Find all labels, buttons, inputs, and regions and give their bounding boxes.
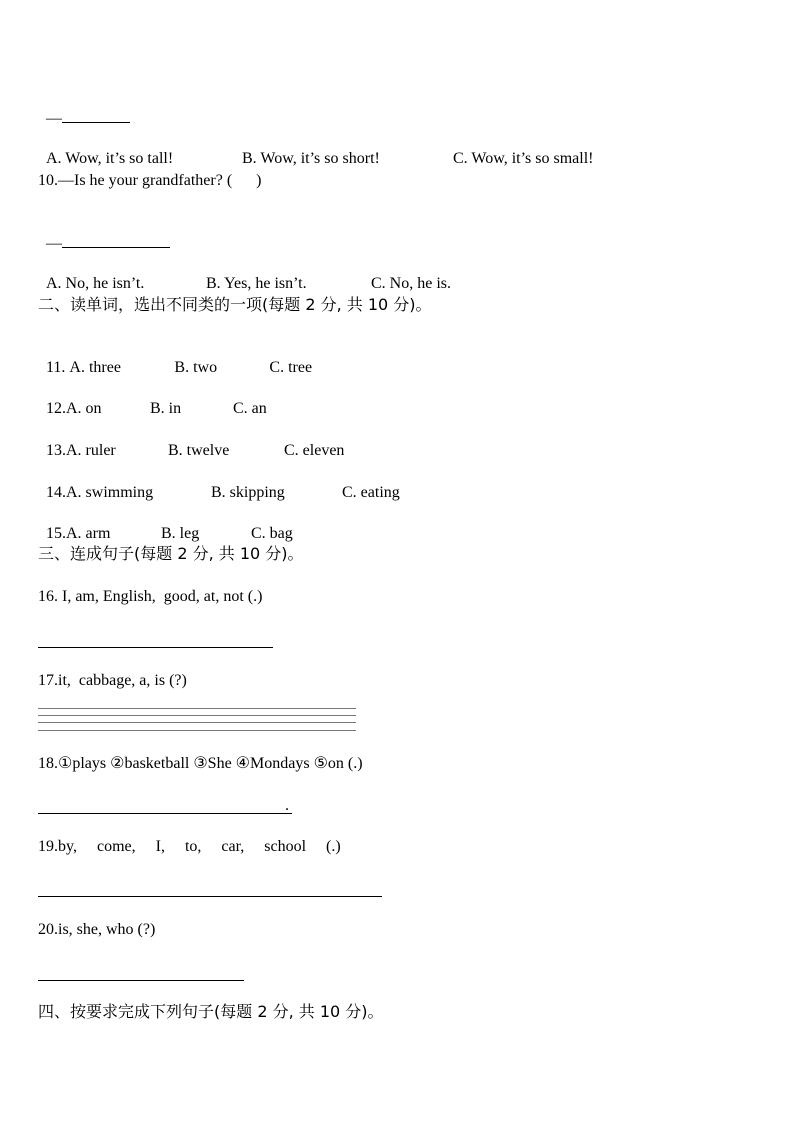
q16-answer-line[interactable] (38, 647, 273, 648)
q9-option-b[interactable]: B. Wow, it’s so short! (242, 150, 380, 167)
q18-answer-line[interactable] (38, 813, 292, 814)
q10-blank[interactable] (62, 233, 170, 248)
q13 (38, 421, 344, 461)
q14-number: 14. (46, 484, 66, 501)
q11 (38, 338, 312, 378)
q10-option-a[interactable]: A. No, he isn’t. (46, 275, 145, 292)
q12-number: 12. (46, 400, 66, 417)
q14-option-a[interactable]: A. swimming (66, 484, 154, 501)
q13-number: 13. (46, 442, 66, 459)
q20-answer-line[interactable] (38, 980, 244, 981)
q15-option-a[interactable]: A. arm (66, 525, 111, 542)
q13-option-a[interactable]: A. ruler (66, 442, 116, 459)
q15-option-c[interactable]: C. bag (251, 525, 293, 542)
q9-options (38, 129, 594, 169)
q19: 19.by, come, I, to, car, school (.) (38, 838, 341, 855)
q14-option-b[interactable]: B. skipping (211, 484, 285, 501)
q17-answer-line-2[interactable] (38, 715, 356, 716)
q10-option-c[interactable]: C. No, he is. (371, 275, 451, 292)
q14 (38, 463, 400, 503)
q12-option-c[interactable]: C. an (233, 400, 267, 417)
section2-title: 二、读单词，选出不同类的一项(每题 2 分, 共 10 分)。 (38, 295, 432, 314)
q10-dash: — (46, 235, 62, 252)
q13-option-c[interactable]: C. eleven (284, 442, 345, 459)
section3-title: 三、连成句子(每题 2 分, 共 10 分)。 (38, 544, 304, 563)
q15-number: 15. (46, 525, 66, 542)
q12-option-b[interactable]: B. in (150, 400, 182, 417)
q9-dash: — (46, 110, 62, 127)
section4-title: 四、按要求完成下列句子(每题 2 分, 共 10 分)。 (38, 1002, 384, 1021)
q17-answer-line-3[interactable] (38, 722, 356, 723)
q11-option-c[interactable]: C. tree (269, 359, 313, 376)
q18: 18.①plays ②basketball ③She ④Mondays ⑤on (.) (38, 755, 363, 772)
q9-option-a[interactable]: A. Wow, it’s so tall! (46, 150, 174, 167)
q17: 17.it, cabbage, a, is (?) (38, 672, 187, 689)
q11-option-b[interactable]: B. two (174, 359, 218, 376)
q15 (38, 504, 293, 544)
q16: 16. I, am, English, good, at, not (.) (38, 588, 263, 605)
q17-answer-line-4[interactable] (38, 730, 356, 731)
q19-answer-line[interactable] (38, 896, 382, 897)
q11-option-a[interactable]: A. three (69, 359, 121, 376)
q9-answer-line (38, 88, 130, 129)
q17-answer-line-1[interactable] (38, 708, 356, 709)
q11-number: 11. (46, 359, 70, 376)
q15-option-b[interactable]: B. leg (161, 525, 200, 542)
q10-question: 10.—Is he your grandfather? ( ) (38, 172, 262, 189)
q12 (38, 379, 267, 419)
q9-blank[interactable] (62, 108, 130, 123)
q14-option-c[interactable]: C. eating (342, 484, 400, 501)
q10-answer-line (38, 213, 170, 254)
q13-option-b[interactable]: B. twelve (168, 442, 230, 459)
q10-options (38, 254, 451, 294)
q9-option-c[interactable]: C. Wow, it’s so small! (453, 150, 594, 167)
q10-option-b[interactable]: B. Yes, he isn’t. (206, 275, 307, 292)
q20: 20.is, she, who (?) (38, 921, 156, 938)
q18-period: . (285, 797, 289, 814)
q12-option-a[interactable]: A. on (66, 400, 102, 417)
